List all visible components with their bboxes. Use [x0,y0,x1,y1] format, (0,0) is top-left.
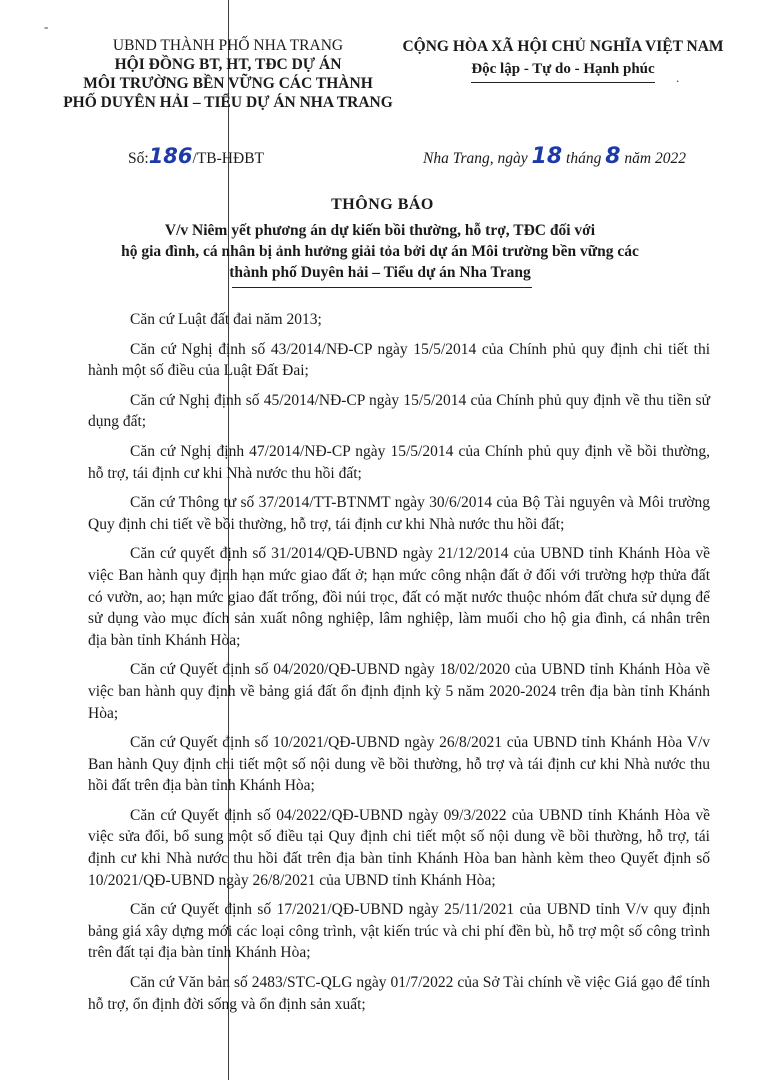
issue-date [423,144,686,169]
legal-basis-paragraph: Căn cứ Văn bản số 2483/STC-QLG ngày 01/7/2022 của Sở Tài chính về việc Giá gạo để tính hỗ trợ, ổn định đời sống và ổn định sản xuất; [88,974,710,1013]
national-motto-block [388,36,738,83]
subject-underline [232,287,532,288]
date-place: Nha Trang, ngày [423,150,528,167]
authority-line-4: PHỐ DUYÊN HẢI – TIỂU DỰ ÁN NHA TRANG [63,94,393,111]
doc-number-suffix: /TB-HĐBT [192,150,264,167]
authority-line-3: MÔI TRƯỜNG BỀN VỮNG CÁC THÀNH [83,75,373,92]
country-name: CỘNG HÒA XÃ HỘI CHỦ NGHĨA VIỆT NAM [402,38,724,55]
legal-basis-paragraph: Căn cứ Quyết định số 04/2020/QĐ-UBND ngày 18/02/2020 của UBND tỉnh Khánh Hòa về việc ban hành quy định về bảng giá đất ổn định định kỳ 5 năm 2020-2024 trên địa bàn tỉnh Khánh Hòa; [88,661,710,722]
legal-basis-paragraph: Căn cứ Nghị định số 43/2014/NĐ-CP ngày 15/5/2014 của Chính phủ quy định chi tiết thi hành một số điều của Luật Đất Đai; [88,340,710,380]
scan-mark: - [44,19,49,34]
document-body [88,309,710,1015]
document-subject [100,220,660,283]
motto: Độc lập - Tự do - Hạnh phúc [471,58,654,83]
document-title: THÔNG BÁO [331,196,434,213]
legal-basis-paragraph: Căn cứ Nghị định số 45/2014/NĐ-CP ngày 15/5/2014 của Chính phủ quy định về thu tiền sử dụng đất; [88,391,710,431]
legal-basis-paragraph: Căn cứ Quyết định số 10/2021/QĐ-UBND ngày 26/8/2021 của UBND tỉnh Khánh Hòa V/v Ban hành Quy định chi tiết một số nội dung về bồi thường, hỗ trợ và tái định cư khi Nhà nước thu hồi đất trên địa bàn tỉnh Khánh Hòa; [88,734,710,795]
date-month-handwritten: 8 [605,144,621,169]
doc-number-handwritten: 186 [148,144,193,168]
scan-mark: . [676,70,680,85]
authority-line-1: UBND THÀNH PHỐ NHA TRANG [112,37,344,54]
legal-basis-paragraph: Căn cứ Quyết định số 17/2021/QĐ-UBND ngày 25/11/2021 của UBND tỉnh V/v quy định bảng giá xây dựng mới các loại công trình, vật kiến trúc và chi phí đền bù, hỗ trợ một số công trình trên đất tại địa bàn tỉnh Khánh Hòa; [88,901,710,962]
issuing-authority-block [60,36,396,112]
date-year: năm 2022 [624,150,686,167]
doc-number-prefix: Số: [128,150,149,167]
date-month-label: tháng [566,150,602,167]
legal-basis-paragraph: Căn cứ Thông tư số 37/2014/TT-BTNMT ngày 30/6/2014 của Bộ Tài nguyên và Môi trường Quy định chi tiết về bồi thường, hỗ trợ, tái định cư khi Nhà nước thu hồi đất; [88,494,710,533]
legal-basis-paragraph: Căn cứ quyết định số 31/2014/QĐ-UBND ngày 21/12/2014 của UBND tỉnh Khánh Hòa về việc Ban hành quy định hạn mức giao đất ở; hạn mức công nhận đất ở đối với trường hợp thửa đất có vườn, ao; hạn mức giao đất trống, đồi núi trọc, đất có mặt nước thuộc nhóm đất chưa sử dụng để sử dụng vào mục đích sản xuất nông nghiệp, lâm nghiệp, làm muối cho hộ gia đình, cá nhân trên địa bàn tỉnh Khánh Hòa; [88,545,710,649]
date-day-handwritten: 18 [531,144,563,169]
subject-line-1: V/v Niêm yết phương án dự kiến bồi thường, hỗ trợ, TĐC đối với [164,222,596,239]
legal-basis-paragraph: Căn cứ Quyết định số 04/2022/QĐ-UBND ngày 09/3/2022 của UBND tỉnh Khánh Hòa về việc sửa đổi, bổ sung một số điều tại Quy định chi tiết một số nội dung về bồi thường, hỗ trợ, tái định cư khi Nhà nước thu hồi đất trên địa bàn tỉnh Khánh Hòa ban hành kèm theo Quyết định số 10/2021/QĐ-UBND ngày 26/8/2021 của UBND tỉnh Khánh Hòa; [88,806,710,889]
subject-line-3: thành phố Duyên hải – Tiểu dự án Nha Trang [229,264,531,281]
authority-line-2: HỘI ĐỒNG BT, HT, TĐC DỰ ÁN [114,56,342,73]
subject-line-2: hộ gia đình, cá nhân bị ảnh hưởng giải tỏa bởi dự án Môi trường bền vững các [121,243,639,260]
legal-basis-paragraph: Căn cứ Luật đất đai năm 2013; [130,311,322,328]
document-number [128,144,264,168]
legal-basis-paragraph: Căn cứ Nghị định 47/2014/NĐ-CP ngày 15/5/2014 của Chính phủ quy định về bồi thường, hỗ trợ, tái định cư khi Nhà nước thu hồi đất; [88,442,710,482]
